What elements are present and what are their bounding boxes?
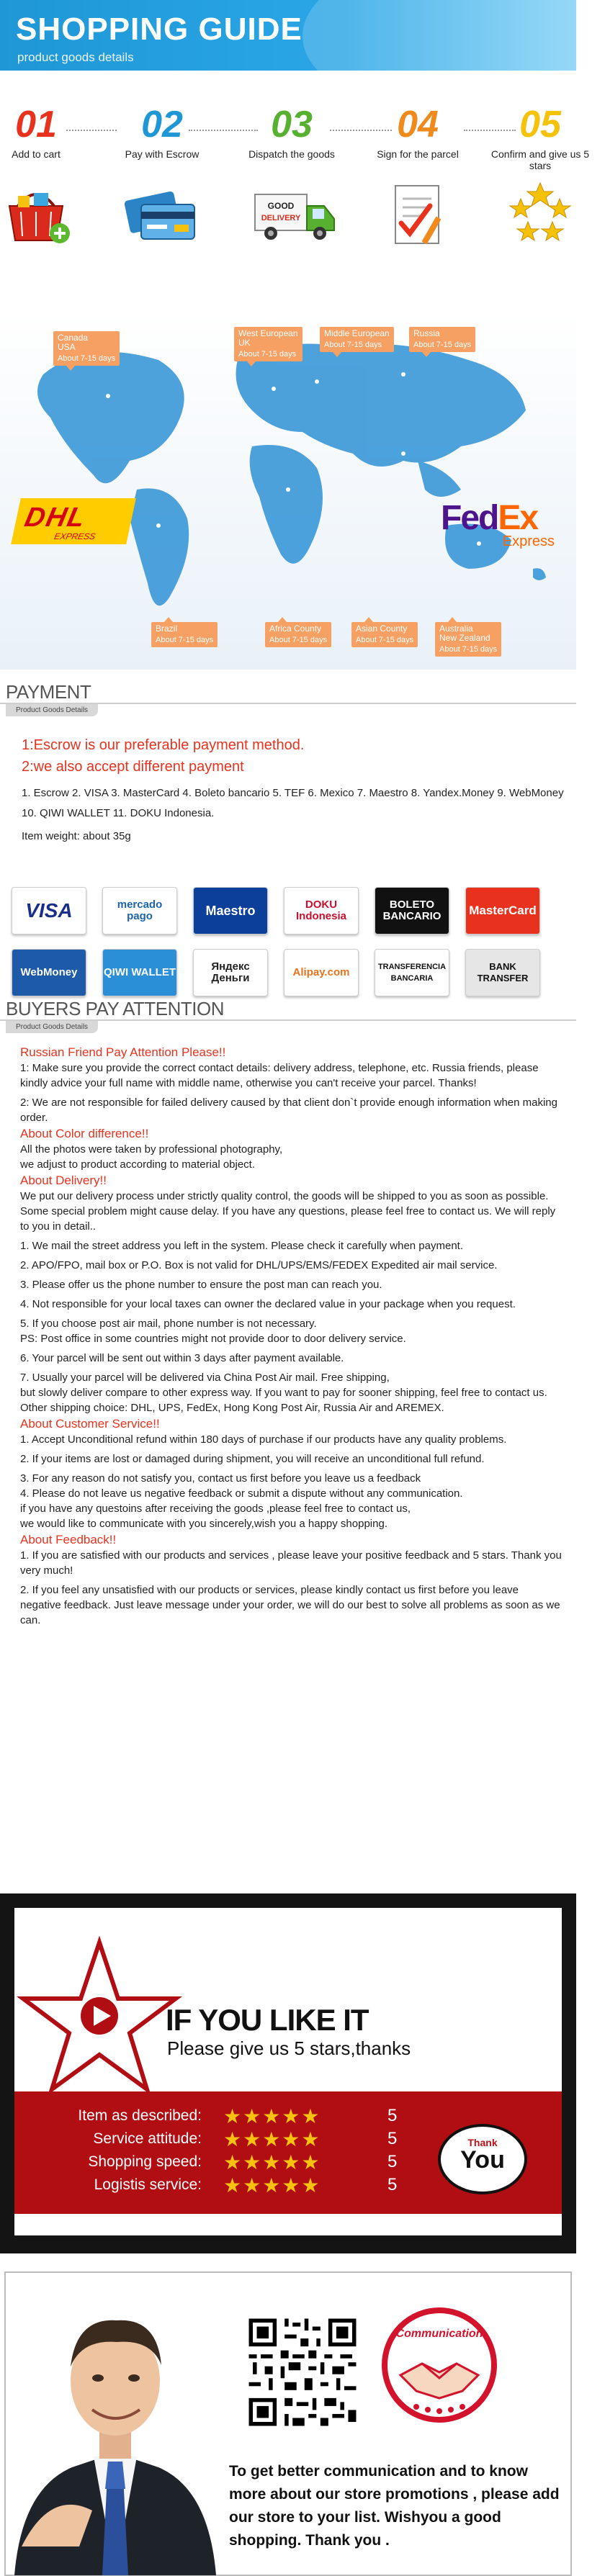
- header-tab: Product Goods Details: [6, 1021, 98, 1033]
- step-confirm-five-stars: [490, 101, 591, 274]
- delivery-note-1: 1. We mail the street address you left in the system. Please check it carefully when payment.: [20, 1240, 464, 1252]
- step-number: 03: [271, 104, 313, 145]
- step-label: Add to cart: [12, 148, 60, 160]
- rating-row-item-described: [58, 2104, 418, 2127]
- credit-card-icon: [122, 180, 202, 252]
- region-name: Asian County: [356, 623, 408, 634]
- rating-label: Item as described:: [78, 2107, 202, 2124]
- boleto-logo: BOLETO BANCARIO: [375, 887, 449, 935]
- shipping-world-map: [0, 310, 576, 670]
- alipay-logo: Alipay.com: [284, 949, 359, 996]
- russian-heading: Russian Friend Pay Attention Please!!: [20, 1045, 226, 1059]
- region-days: About 7-15 days: [356, 636, 414, 644]
- step-label: Confirm and give us 5 stars: [490, 148, 590, 171]
- delivery-heading: About Delivery!!: [20, 1174, 107, 1187]
- step-number: 01: [15, 104, 57, 145]
- mercadopago-logo: mercado pago: [102, 887, 177, 935]
- region-asian: [351, 622, 418, 647]
- delivery-note-3: 3. Please offer us the phone number to ensure the post man can reach you.: [20, 1279, 382, 1291]
- service-note-5: if you have any questoins after receiving the goods ,please feel free to contact us,: [20, 1503, 411, 1515]
- region-russia: [409, 327, 475, 352]
- region-days: About 7-15 days: [324, 341, 382, 349]
- rating-row-service-attitude: [58, 2127, 418, 2151]
- thank-you-bubble: [438, 2124, 527, 2194]
- delivery-note-2: 2. APO/FPO, mail box or P.O. Box is not valid for DHL/UPS/EMS/FEDEX Expedited air mail service.: [20, 1259, 498, 1271]
- step-label: Sign for the parcel: [377, 148, 459, 160]
- region-brazil: [151, 622, 218, 647]
- feedback-note-2: 2. If you feel any unsatisfied with our products or services, please kindly contact us first before you leave negative feedback. Just leave message under your order, we will do our best to solve all problems as soon as we can.: [20, 1584, 560, 1626]
- businessman-photo: [7, 2273, 223, 2575]
- region-days: About 7-15 days: [156, 636, 214, 644]
- shopping-basket-icon: [0, 180, 76, 252]
- step-label: Dispatch the goods: [248, 148, 335, 160]
- delivery-note-6: 6. Your parcel will be sent out within 3 days after payment available.: [20, 1352, 344, 1364]
- region-days: About 7-15 days: [413, 341, 472, 349]
- rating-label: Logistis service:: [94, 2176, 202, 2193]
- visa-logo: VISA: [12, 887, 86, 935]
- five-star-rating-icon: ★★★★★: [223, 2151, 321, 2174]
- rating-score: 5: [387, 2129, 398, 2148]
- step-pay-with-escrow: [112, 101, 212, 274]
- purchase-steps: [0, 101, 590, 274]
- payment-line-escrow: 1:Escrow is our preferable payment method.: [22, 737, 305, 753]
- region-name: Africa County: [269, 623, 322, 634]
- fedex-ex: Ex: [498, 499, 538, 537]
- svg-text:DELIVERY: DELIVERY: [261, 214, 301, 222]
- region-canada-usa: [53, 331, 120, 366]
- region-name: Middle European: [324, 328, 390, 338]
- attention-body: [20, 1044, 562, 1628]
- handshake-icon: [387, 2338, 491, 2417]
- outline-star-icon: [22, 1937, 180, 2117]
- banner-subtitle: product goods details: [17, 50, 134, 64]
- fedex-logo: [441, 498, 570, 556]
- region-name: Australia New Zealand: [439, 623, 490, 643]
- like-subtitle: Please give us 5 stars,thanks: [167, 2037, 411, 2059]
- webmoney-logo: WebMoney: [12, 949, 86, 996]
- color-heading: About Color difference!!: [20, 1127, 149, 1140]
- rating-score: 5: [387, 2152, 398, 2171]
- region-name: Canada USA: [58, 333, 89, 352]
- five-star-rating-icon: ★★★★★: [223, 2128, 321, 2151]
- qiwi-wallet-logo: QIWI WALLET: [102, 949, 177, 996]
- rating-label: Service attitude:: [93, 2130, 202, 2147]
- banner-shine: [302, 0, 605, 115]
- store-qr-code[interactable]: [245, 2315, 360, 2430]
- item-weight: Item weight: about 35g: [22, 830, 131, 842]
- step-add-to-cart: [0, 101, 86, 274]
- rating-row-shopping-speed: [58, 2151, 418, 2174]
- rating-score: 5: [387, 2106, 398, 2125]
- transferencia-bancaria-logo: TRANSFERENCIA BANCARIA: [375, 949, 449, 996]
- region-name: West European UK: [238, 328, 298, 348]
- region-name: Brazil: [156, 623, 178, 634]
- yandex-money-logo: Яндекс Деньги: [193, 949, 268, 996]
- svg-text:GOOD: GOOD: [267, 201, 295, 211]
- payment-title: PAYMENT: [6, 681, 91, 703]
- five-star-rating-icon: ★★★★★: [223, 2105, 321, 2127]
- step-dispatch-goods: [241, 101, 342, 274]
- five-star-request-panel: [0, 1893, 576, 2253]
- communication-message: To get better communication and to know more about our store promotions , please add our store to your list. Wishyou a good shopping. Thank you .: [229, 2463, 560, 2549]
- doku-logo: DOKU Indonesia: [284, 887, 359, 935]
- bank-transfer-logo: BANK TRANSFER: [465, 949, 540, 996]
- service-note-3: 3. For any reason do not satisfy you, contact us first before you leave us a feedback: [20, 1472, 421, 1485]
- delivery-intro: We put our delivery process under strictly quality control, the goods will be shipped to you as soon as possible. Some special problem might cause delay. If you have any questions, please feel free to contact us. We will reply to you in detail..: [20, 1190, 556, 1233]
- shopping-guide-banner: [0, 0, 576, 71]
- service-heading: About Customer Service!!: [20, 1417, 160, 1431]
- maestro-logo: Maestro: [193, 887, 268, 935]
- rating-score: 5: [387, 2175, 398, 2194]
- signature-document-icon: [378, 180, 457, 252]
- payment-methods-list: 1. Escrow 2. VISA 3. MasterCard 4. Boleto bancario 5. TEF 6. Mexico 7. Maestro 8. Yandex.Money 9. WebMoney 10. QIWI WALLET 11. DOKU Indonesia.: [22, 787, 564, 819]
- service-note-6: we would like to communicate with you sincerely,wish you a happy shopping.: [20, 1518, 387, 1530]
- delivery-note-7-more: but slowly deliver compare to other express way. If you want to pay for sooner shipping, feel free to contact us. Other shipping choice: DHL, UPS, FedEx, Hong Kong Post Air, Russia Air and AREMEX.: [20, 1387, 547, 1414]
- fedex-fe: Fed: [441, 499, 498, 537]
- fedex-express: Express: [502, 533, 555, 549]
- service-note-1: 1. Accept Unconditional refund within 180 days of purchase if our products have any quality problems.: [20, 1433, 507, 1446]
- banner-title: SHOPPING GUIDE: [16, 12, 302, 47]
- five-star-card: [14, 1908, 562, 2235]
- service-note-4: 4. Please do not leave us negative feedback or submit a dispute without any communication.: [20, 1487, 463, 1500]
- region-days: About 7-15 days: [58, 354, 116, 363]
- delivery-note-5-ps: PS: Post office in some countries might not provide door to door delivery service.: [20, 1333, 406, 1345]
- payment-header: [0, 677, 576, 717]
- region-west-european-uk: [234, 327, 302, 361]
- step-number: 05: [519, 104, 561, 145]
- color-note-2: we adjust to product according to material object.: [20, 1158, 256, 1171]
- russian-note-2: 2: We are not responsible for failed delivery caused by that client don`t provide enough information when making order.: [20, 1096, 557, 1124]
- delivery-note-7: 7. Usually your parcel will be delivered via China Post Air mail. Free shipping,: [20, 1372, 390, 1384]
- payment-line-different: 2:we also accept different payment: [22, 759, 244, 775]
- attention-title: BUYERS PAY ATTENTION: [6, 998, 225, 1019]
- feedback-heading: About Feedback!!: [20, 1533, 117, 1546]
- dhl-text: DHL: [22, 503, 89, 533]
- delivery-note-5: 5. If you choose post air mail, phone number is not necessary.: [20, 1318, 317, 1330]
- attention-header: [0, 994, 576, 1034]
- communication-badge: [382, 2307, 497, 2423]
- region-days: About 7-15 days: [238, 350, 297, 359]
- delivery-note-4: 4. Not responsible for your local taxes can owner the declared value in your package when you request.: [20, 1298, 516, 1310]
- russian-note-1: 1: Make sure you provide the correct contact details: delivery address, telephone, etc. Russia friends, please kindly advice your full name with middle name, otherwise you can't receive your parcel. Thanks!: [20, 1062, 539, 1089]
- feedback-note-1: 1. If you are satisfied with our products and services , please leave your positive feedback and 5 stars. Thank you very much!: [20, 1549, 562, 1577]
- region-name: Russia: [413, 328, 440, 338]
- delivery-truck-icon: [252, 180, 331, 252]
- like-title: IF YOU LIKE IT: [166, 2003, 369, 2037]
- communication-panel: [0, 2271, 576, 2576]
- badge-text: Communication: [395, 2328, 483, 2340]
- region-middle-european: [320, 327, 394, 352]
- service-note-2: 2. If your items are lost or damaged during shipment, you will receive an unconditional full refund.: [20, 1453, 485, 1465]
- region-australia-nz: [435, 622, 501, 657]
- region-days: About 7-15 days: [439, 645, 498, 654]
- step-sign-parcel: [367, 101, 468, 274]
- step-number: 02: [141, 104, 183, 145]
- step-number: 04: [397, 104, 439, 145]
- rating-row-logistics: [58, 2174, 418, 2197]
- step-label: Pay with Escrow: [125, 148, 200, 160]
- rating-label: Shopping speed:: [88, 2153, 202, 2170]
- color-note-1: All the photos were taken by professional photography,: [20, 1143, 283, 1156]
- region-africa: [265, 622, 331, 647]
- dhl-logo: [11, 498, 136, 544]
- header-tab: Product Goods Details: [6, 704, 98, 716]
- thank-text: Thank: [467, 2137, 498, 2148]
- mastercard-logo: MasterCard: [465, 887, 540, 935]
- five-stars-icon: [501, 180, 580, 252]
- payment-body: [22, 734, 569, 847]
- region-days: About 7-15 days: [269, 636, 328, 644]
- dhl-subtext: EXPRESS: [53, 531, 97, 541]
- you-text: You: [460, 2146, 505, 2174]
- five-star-rating-icon: ★★★★★: [223, 2174, 321, 2197]
